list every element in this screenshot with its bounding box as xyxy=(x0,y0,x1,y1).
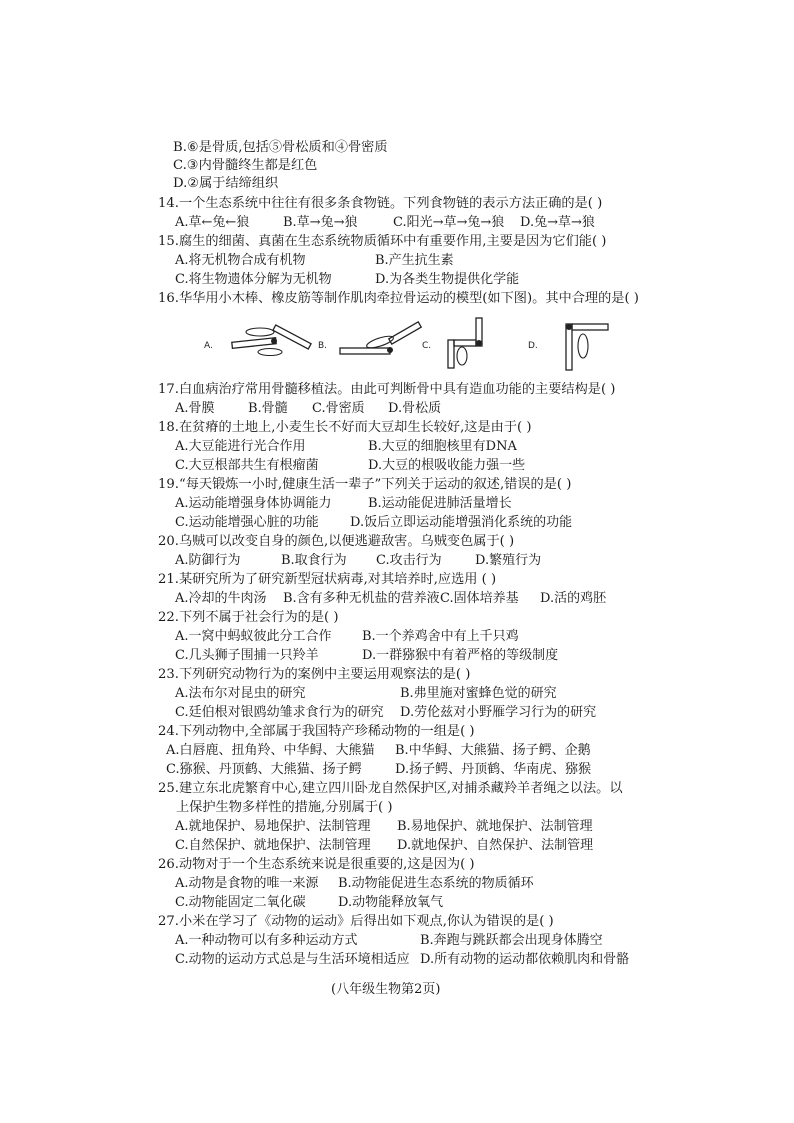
model-c-label: C. xyxy=(422,341,432,351)
q21-option-a: A.冷却的牛肉汤 xyxy=(175,591,267,606)
q24-stem: 24.下列动物中,全部属于我国特产珍稀动物的一组是( ) xyxy=(158,724,475,739)
q24-option-c: C.猕猴、丹顶鹤、大熊猫、扬子鳄 xyxy=(166,762,362,777)
q21-option-b: B.含有多种无机盐的营养液 xyxy=(283,591,440,606)
model-c xyxy=(422,318,482,368)
q25-option-d: D.就地保护、自然保护、法制管理 xyxy=(397,838,594,853)
q13-option-d: D.②属于结缔组织 xyxy=(173,176,279,191)
q19-option-d: D.饭后立即运动能增强消化系统的功能 xyxy=(350,515,573,530)
model-a xyxy=(204,325,311,356)
q20-stem: 20.乌贼可以改变自身的颜色,以便逃避敌害。乌贼变色属于( ) xyxy=(158,534,515,549)
q27-stem: 27.小米在学习了《动物的运动》后得出如下观点,你认为错误的是( ) xyxy=(158,914,554,929)
q23-stem: 23.下列研究动物行为的案例中主要运用观察法的是( ) xyxy=(158,667,471,682)
q18-option-b: B.大豆的细胞核里有DNA xyxy=(368,439,517,454)
q27-option-a: A.一种动物可以有多种运动方式 xyxy=(175,933,358,948)
q18-stem: 18.在贫瘠的土地上,小麦生长不好而大豆却生长较好,这是由于( ) xyxy=(158,420,532,435)
q27-option-d: D.所有动物的运动都依赖肌肉和骨骼 xyxy=(420,952,630,967)
q22-stem: 22.下列不属于社会行为的是( ) xyxy=(158,610,339,625)
q19-stem: 19.“每天锻炼一小时,健康生活一辈子”下列关于运动的叙述,错误的是( ) xyxy=(158,477,572,492)
model-d-label: D. xyxy=(528,341,538,351)
q13-option-b: B.⑥是骨质,包括⑤骨松质和④骨密质 xyxy=(173,140,388,155)
q25-stem-continued: 上保护生物多样性的措施,分别属于( ) xyxy=(176,800,393,815)
q22-option-c: C.几头狮子围捕一只羚羊 xyxy=(175,648,319,663)
q23-option-d: D.劳伦兹对小野雁学习行为的研究 xyxy=(400,705,597,720)
q20-option-b: B.取食行为 xyxy=(281,553,347,568)
q25-stem: 25.建立东北虎繁育中心,建立四川卧龙自然保护区,对捕杀藏羚羊者绳之以法。以 xyxy=(158,781,623,796)
q21-option-d: D.活的鸡胚 xyxy=(540,591,607,606)
q26-option-c: C.动物能固定二氧化碳 xyxy=(175,895,306,910)
q27-option-c: C.动物的运动方式总是与生活环境相适应 xyxy=(175,952,410,967)
q15-option-a: A.将无机物合成有机物 xyxy=(175,253,306,268)
q15-stem: 15.腐生的细菌、真菌在生态系统物质循环中有重要作用,主要是因为它们能( ) xyxy=(158,234,607,249)
q18-option-d: D.大豆的根吸收能力强一些 xyxy=(368,458,526,473)
q23-option-a: A.法布尔对昆虫的研究 xyxy=(175,686,306,701)
q23-option-c: C.廷伯根对银鸥幼雏求食行为的研究 xyxy=(175,705,384,720)
q17-stem: 17.白血病治疗常用骨髓移植法。由此可判断骨中具有造血功能的主要结构是( ) xyxy=(158,382,616,397)
q26-stem: 26.动物对于一个生态系统来说是很重要的,这是因为( ) xyxy=(158,857,475,872)
q20-option-c: C.攻击行为 xyxy=(376,553,442,568)
q20-option-a: A.防御行为 xyxy=(175,553,241,568)
q15-option-c: C.将生物遗体分解为无机物 xyxy=(175,272,332,287)
q26-option-d: D.动物能释放氧气 xyxy=(338,895,444,910)
q17-option-d: D.骨松质 xyxy=(388,401,442,416)
model-d xyxy=(528,324,608,370)
q21-option-c: C.固体培养基 xyxy=(440,591,519,606)
q27-option-b: B.奔跑与跳跃都会出现身体腾空 xyxy=(420,933,603,948)
q17-option-c: C.骨密质 xyxy=(312,401,365,416)
q19-option-a: A.运动能增强身体协调能力 xyxy=(175,496,332,511)
q18-option-c: C.大豆根部共生有根瘤菌 xyxy=(175,458,319,473)
model-b xyxy=(318,322,421,354)
q17-option-b: B.骨髓 xyxy=(248,401,288,416)
q14-option-d: D.兔→草→狼 xyxy=(520,215,595,230)
q14-option-a: A.草←兔←狼 xyxy=(175,215,250,230)
q25-option-c: C.自然保护、就地保护、法制管理 xyxy=(175,838,371,853)
q25-option-b: B.易地保护、就地保护、法制管理 xyxy=(397,819,593,834)
q16-stem: 16.华华用小木棒、橡皮筋等制作肌肉牵拉骨运动的模型(如下图)。其中合理的是( ) xyxy=(158,291,639,306)
q14-option-b: B.草→兔→狼 xyxy=(283,215,358,230)
q13-option-c: C.③内骨髓终生都是红色 xyxy=(173,158,318,173)
q19-option-b: B.运动能促进肺活量增长 xyxy=(368,496,512,511)
q17-option-a: A.骨膜 xyxy=(175,401,215,416)
q22-option-a: A.一窝中蚂蚁彼此分工合作 xyxy=(175,629,332,644)
q14-option-c: C.阳光→草→兔→狼 xyxy=(393,215,505,230)
q21-stem: 21.某研究所为了研究新型冠状病毒,对其培养时,应选用 ( ) xyxy=(158,572,497,587)
q26-option-b: B.动物能促进生态系统的物质循环 xyxy=(338,876,534,891)
muscle-bone-model-figure xyxy=(200,316,640,376)
q18-option-a: A.大豆能进行光合作用 xyxy=(175,439,306,454)
q25-option-a: A.就地保护、易地保护、法制管理 xyxy=(175,819,371,834)
q19-option-c: C.运动能增强心脏的功能 xyxy=(175,515,319,530)
q26-option-a: A.动物是食物的唯一来源 xyxy=(175,876,319,891)
q23-option-b: B.弗里施对蜜蜂色觉的研究 xyxy=(400,686,557,701)
q24-option-b: B.中华鲟、大熊猫、扬子鳄、企鹅 xyxy=(395,743,591,758)
q22-option-b: B.一个养鸡舍中有上千只鸡 xyxy=(362,629,519,644)
q20-option-d: D.繁殖行为 xyxy=(475,553,542,568)
q14-stem: 14.一个生态系统中往往有很多条食物链。下列食物链的表示方法正确的是( ) xyxy=(158,196,603,211)
page-footer: (八年级生物第2页) xyxy=(331,982,441,997)
q24-option-a: A.白唇鹿、扭角羚、中华鲟、大熊猫 xyxy=(166,743,375,758)
model-a-label: A. xyxy=(204,341,213,351)
model-b-label: B. xyxy=(318,341,328,351)
q15-option-b: B.产生抗生素 xyxy=(375,253,454,268)
q24-option-d: D.扬子鳄、丹顶鹤、华南虎、猕猴 xyxy=(395,762,592,777)
q15-option-d: D.为各类生物提供化学能 xyxy=(375,272,520,287)
q22-option-d: D.一群猕猴中有着严格的等级制度 xyxy=(362,648,559,663)
